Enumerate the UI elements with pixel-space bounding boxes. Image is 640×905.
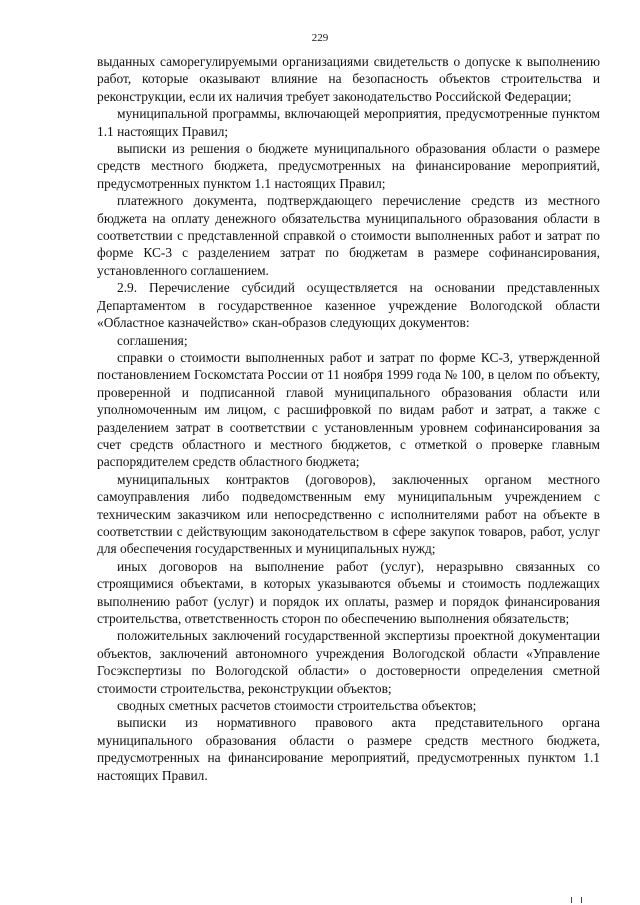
paragraph-3: выписки из решения о бюджете муниципального образования области о размере средств местного бюджета, предусмотренных на финансирование мероприятий, предусмотренных пунктом 1.1 настоящих Правил;: [97, 141, 600, 191]
paragraph-8: муниципальных контрактов (договоров), заключенных органом местного самоуправления либо подведомственным ему муниципальным учреждением с техническим заказчиком или непосредственно с исполнителями работ на объекте в соответствии с действующим законодательством в сфере закупок товаров, работ, услуг для обеспечения государственных и муниципальных нужд;: [97, 471, 600, 557]
paragraph-9: иных договоров на выполнение работ (услуг), неразрывно связанных со строящимися объектами, в которых указываются объемы и стоимость подлежащих выполнению работ (услуг) и порядок их оплаты, размер и порядок финансирования строительства, ответственность сторон по обеспечению выполнения обязательств;: [97, 558, 600, 626]
paragraph-11: сводных сметных расчетов стоимости строительства объектов;: [117, 698, 477, 714]
paragraph-7: справки о стоимости выполненных работ и затрат по форме КС-3, утвержденной постановлением Госкомстата России от 11 ноября 1999 года № 100, в целом по объекту, проверенной и подписанной главой муниципального образования области или уполномоченным им лицом, с расшифровкой по видам работ и затрат, а также с разделением затрат в соответствии с установленным уровнем софинансирования за счет средств областного и местного бюджетов, с отметкой о проверке главным распорядителем средств областного бюджета;: [97, 349, 600, 470]
scan-mark-right: [581, 897, 582, 903]
paragraph-4: платежного документа, подтверждающего перечисление средств из местного бюджета на оплату денежного обязательства муниципального образования области в соответствии с представленной справкой о стоимости выполненных работ и затрат по форме КС-3 с разделением затрат по бюджетам в размере софинансирования, установленного соглашением.: [97, 193, 600, 278]
paragraph-6: соглашения;: [117, 332, 188, 348]
paragraph-1: выданных саморегулируемыми организациями свидетельств о допуске к выполнению работ, которые оказывают влияние на безопасность объектов строительства и реконструкции, если их наличия требует законодательство Российской Федерации;: [97, 54, 600, 104]
scan-mark-left: [571, 897, 572, 903]
paragraph-5: 2.9. Перечисление субсидий осуществляется на основании представленных Департаментом в государственное казенное учреждение Вологодской области «Областное казначейство» скан-образов следующих документов:: [97, 280, 600, 331]
paragraph-12: выписки из нормативного правового акта представительного органа муниципального образования области о размере средств местного бюджета, предусмотренных на финансирование мероприятий, предусмотренных пунктом 1.1 настоящих Правил.: [97, 715, 600, 783]
document-body: [97, 53, 600, 784]
paragraph-10: положительных заключений государственной экспертизы проектной документации объектов, заключений автономного учреждения Вологодской области «Управление Госэкспертизы по Вологодской области» о достоверности определения сметной стоимости строительства, реконструкции объектов;: [97, 628, 600, 696]
paragraph-2: муниципальной программы, включающей мероприятия, предусмотренные пунктом 1.1 настоящих Правил;: [97, 106, 600, 139]
page-number: 229: [311, 32, 329, 44]
